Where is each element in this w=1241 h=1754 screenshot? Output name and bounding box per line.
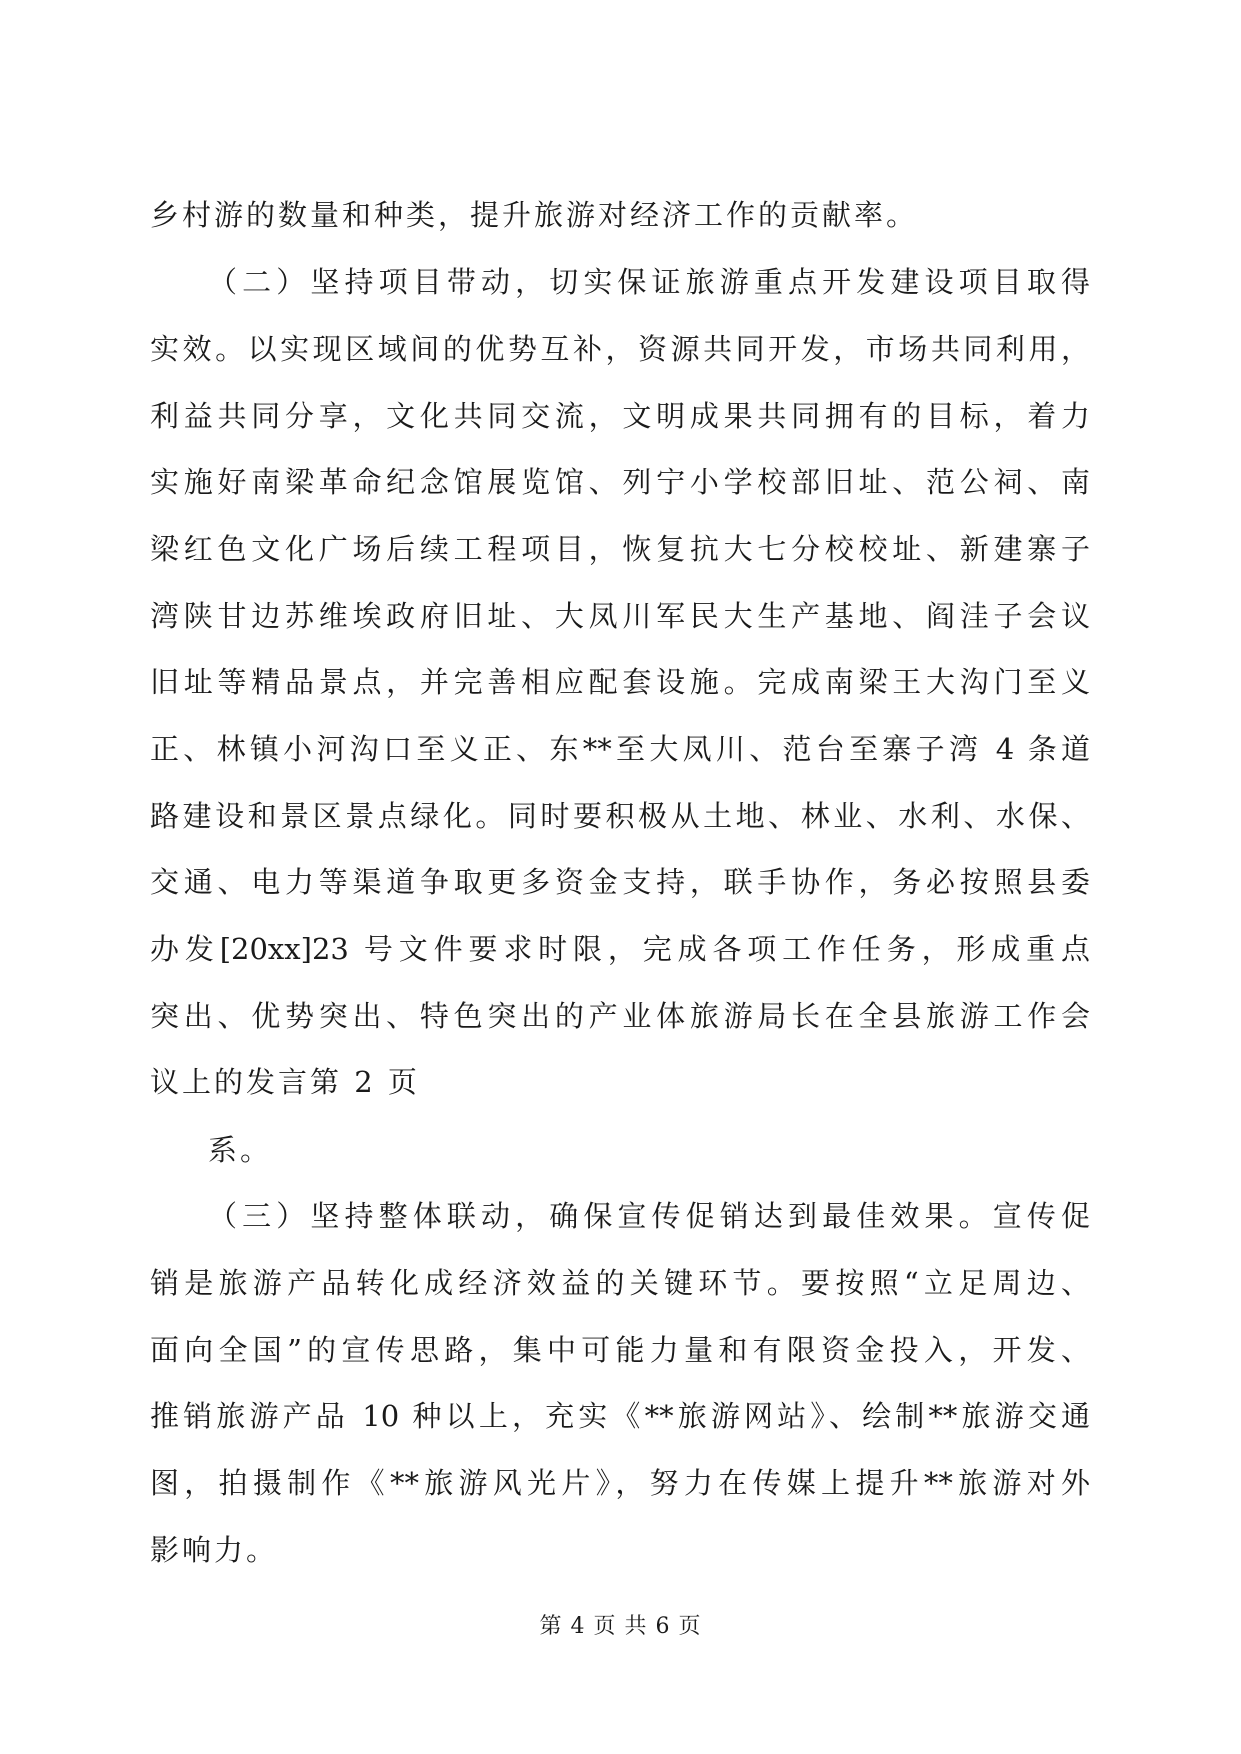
text-line-6: 梁红色文化广场后续工程项目，恢复抗大七分校校址、新建寨子 [150,532,1090,566]
text-line-5: 实施好南梁革命纪念馆展览馆、列宁小学校部旧址、范公祠、南 [150,465,1090,499]
text-line-21: 影响力。 [150,1533,279,1567]
text-line-3: 实效。以实现区域间的优势互补，资源共同开发，市场共同利用， [150,332,1090,366]
text-line-18: 面向全国”的宣传思路，集中可能力量和有限资金投入，开发、 [150,1333,1090,1367]
text-line-7: 湾陕甘边苏维埃政府旧址、大凤川军民大生产基地、阎洼子会议 [150,599,1090,633]
text-line-19: 推销旅游产品 10 种以上，充实《**旅游网站》、绘制**旅游交通 [150,1399,1090,1433]
section-heading-3: （三）坚持整体联动，确保宣传促销达到最佳效果。宣传促 [208,1199,1090,1233]
text-line-10: 路建设和景区景点绿化。同时要积极从土地、林业、水利、水保、 [150,799,1090,833]
text-line-4: 利益共同分享，文化共同交流，文明成果共同拥有的目标，着力 [150,399,1090,433]
section-heading-2: （二）坚持项目带动，切实保证旅游重点开发建设项目取得 [208,265,1090,299]
text-line-1: 乡村游的数量和种类，提升旅游对经济工作的贡献率。 [150,198,919,232]
text-line-15: 系。 [208,1133,273,1167]
page-number-footer: 第 4 页 共 6 页 [539,1614,702,1639]
text-line-14: 议上的发言第 2 页 [150,1065,420,1099]
text-line-13: 突出、优势突出、特色突出的产业体旅游局长在全县旅游工作会 [150,999,1090,1033]
text-line-20: 图，拍摄制作《**旅游风光片》，努力在传媒上提升**旅游对外 [150,1466,1090,1500]
text-line-9: 正、林镇小河沟口至义正、东**至大凤川、范台至寨子湾 4 条道 [150,732,1090,766]
text-line-8: 旧址等精品景点，并完善相应配套设施。完成南梁王大沟门至义 [150,665,1090,699]
text-line-17: 销是旅游产品转化成经济效益的关键环节。要按照“立足周边、 [150,1266,1090,1300]
text-line-11: 交通、电力等渠道争取更多资金支持，联手协作，务必按照县委 [150,865,1090,899]
text-line-12: 办发[20xx]23 号文件要求时限，完成各项工作任务，形成重点 [150,932,1090,966]
